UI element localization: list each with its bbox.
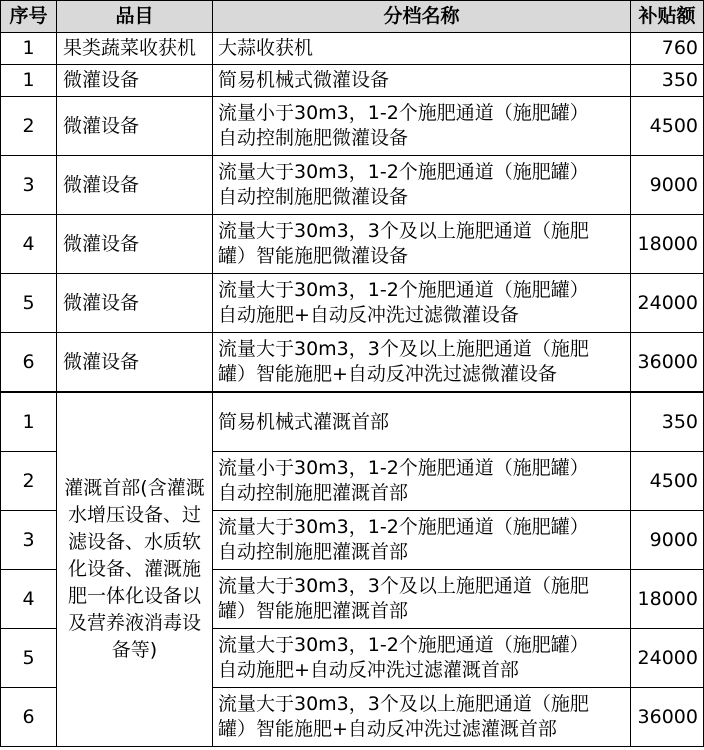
cell-subsidy: 24000 (631, 629, 704, 688)
table-row (1, 274, 704, 333)
table-row (1, 97, 704, 156)
cell-index: 5 (1, 274, 57, 333)
cell-subsidy: 760 (631, 33, 704, 65)
table-row (1, 65, 704, 97)
cell-index: 5 (1, 629, 57, 688)
cell-subsidy: 4500 (631, 97, 704, 156)
cell-subsidy: 9000 (631, 156, 704, 215)
cell-item-merged: 灌溉首部(含灌溉水增压设备、过滤设备、水质软化设备、灌溉施肥一体化设备以及营养液消毒设备等) (57, 392, 213, 747)
cell-subsidy: 36000 (631, 333, 704, 393)
table-row (1, 156, 704, 215)
cell-item: 微灌设备 (57, 97, 213, 156)
cell-item: 微灌设备 (57, 215, 213, 274)
header-subsidy: 补贴额 (631, 1, 704, 33)
cell-subsidy: 9000 (631, 511, 704, 570)
cell-grade: 流量小于30m3，1-2个施肥通道（施肥罐） 自动控制施肥微灌设备 (213, 97, 631, 156)
header-row (1, 1, 704, 33)
cell-index: 2 (1, 97, 57, 156)
cell-grade: 简易机械式微灌设备 (213, 65, 631, 97)
cell-grade: 大蒜收获机 (213, 33, 631, 65)
cell-item: 微灌设备 (57, 333, 213, 393)
cell-index: 3 (1, 511, 57, 570)
cell-grade: 流量大于30m3，1-2个施肥通道（施肥罐） 自动控制施肥灌溉首部 (213, 511, 631, 570)
header-item: 品目 (57, 1, 213, 33)
cell-grade: 简易机械式灌溉首部 (213, 392, 631, 452)
cell-item: 果类蔬菜收获机 (57, 33, 213, 65)
cell-index: 4 (1, 570, 57, 629)
cell-item: 微灌设备 (57, 156, 213, 215)
cell-subsidy: 24000 (631, 274, 704, 333)
cell-index: 2 (1, 452, 57, 511)
cell-grade: 流量大于30m3，1-2个施肥通道（施肥罐） 自动控制施肥微灌设备 (213, 156, 631, 215)
cell-index: 3 (1, 156, 57, 215)
cell-grade: 流量大于30m3，3个及以上施肥通道（施肥 罐）智能施肥+自动反冲洗过滤灌溉首部 (213, 688, 631, 747)
cell-index: 1 (1, 33, 57, 65)
header-index: 序号 (1, 1, 57, 33)
cell-grade: 流量大于30m3，3个及以上施肥通道（施肥 罐）智能施肥+自动反冲洗过滤微灌设备 (213, 333, 631, 393)
cell-index: 6 (1, 688, 57, 747)
cell-subsidy: 18000 (631, 215, 704, 274)
cell-index: 4 (1, 215, 57, 274)
table-row (1, 33, 704, 65)
cell-item: 微灌设备 (57, 274, 213, 333)
table-row (1, 392, 704, 452)
cell-grade: 流量大于30m3，3个及以上施肥通道（施肥 罐）智能施肥微灌设备 (213, 215, 631, 274)
table-row (1, 333, 704, 393)
cell-subsidy: 36000 (631, 688, 704, 747)
cell-grade: 流量大于30m3，1-2个施肥通道（施肥罐） 自动施肥+自动反冲洗过滤微灌设备 (213, 274, 631, 333)
cell-grade: 流量大于30m3，3个及以上施肥通道（施肥 罐）智能施肥灌溉首部 (213, 570, 631, 629)
cell-subsidy: 18000 (631, 570, 704, 629)
cell-grade: 流量小于30m3，1-2个施肥通道（施肥罐） 自动控制施肥灌溉首部 (213, 452, 631, 511)
table-row (1, 215, 704, 274)
cell-subsidy: 350 (631, 65, 704, 97)
cell-index: 1 (1, 392, 57, 452)
cell-index: 1 (1, 65, 57, 97)
header-grade: 分档名称 (213, 1, 631, 33)
cell-index: 6 (1, 333, 57, 393)
cell-item: 微灌设备 (57, 65, 213, 97)
cell-subsidy: 4500 (631, 452, 704, 511)
cell-subsidy: 350 (631, 392, 704, 452)
cell-grade: 流量大于30m3，1-2个施肥通道（施肥罐） 自动施肥+自动反冲洗过滤灌溉首部 (213, 629, 631, 688)
